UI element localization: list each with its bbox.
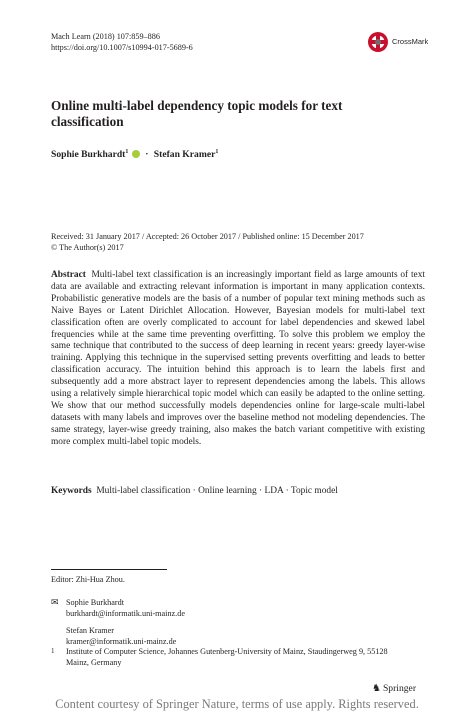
journal-header (51, 31, 193, 53)
editor-note: Editor: Zhi-Hua Zhou. (51, 575, 125, 584)
affiliation-marker: 1 (215, 149, 219, 155)
author-list (51, 149, 218, 160)
keywords (51, 486, 338, 496)
affiliation-line: Mainz, Germany (66, 658, 122, 667)
abstract (51, 270, 425, 449)
keywords-label: Keywords (51, 486, 92, 496)
contact-email[interactable]: kramer@informatik.uni-mainz.de (66, 637, 177, 646)
dates-line: Received: 31 January 2017 / Accepted: 26 October 2017 / Published online: 15 December 2017 (51, 232, 364, 241)
affiliation-number: 1 (51, 647, 55, 655)
springer-horse-icon: ♞ (372, 683, 381, 694)
crossmark-badge[interactable] (367, 31, 429, 53)
envelope-icon: ✉ (51, 597, 59, 607)
footnote-divider (51, 569, 167, 570)
publisher-name: Springer (382, 683, 417, 694)
abstract-label: Abstract (51, 270, 86, 280)
springer-logo (372, 683, 416, 694)
journal-citation: Mach Learn (2018) 107:859–886 (51, 32, 160, 41)
publication-dates (51, 231, 364, 253)
author-separator: · (145, 149, 149, 161)
author-name[interactable]: Sophie Burkhardt (51, 149, 126, 161)
author-name[interactable]: Stefan Kramer (153, 149, 216, 161)
doi-link[interactable]: https://doi.org/10.1007/s10994-017-5689-6 (51, 43, 193, 52)
crossmark-icon (367, 31, 389, 53)
crossmark-label: CrossMark (392, 37, 429, 46)
contact-name: Stefan Kramer (66, 626, 114, 635)
contact-name: Sophie Burkhardt (66, 598, 124, 607)
contact-email[interactable]: burkhardt@informatik.uni-mainz.de (66, 609, 185, 618)
courtesy-notice: Content courtesy of Springer Nature, terms of use apply. Rights reserved. (55, 697, 419, 711)
keywords-text: Multi-label classification · Online learning · LDA · Topic model (96, 486, 338, 496)
paper-title: Online multi-label dependency topic models for text classification (51, 98, 343, 129)
abstract-text: Multi-label text classification is an increasingly important field as large amounts of text data are available and extracting relevant information is important in many application contexts. Probabilistic generative models are the basis of a number of popular text mining methods such as Naive Bayes or Latent Dirichlet Allocation. However, Bayesian models for multi-label text classification often are overly complicated to account for label dependencies and skewed label frequencies while at the same time preventing overfitting. To solve this problem we employ the same technique that contributed to the success of deep learning in recent years: greedy layer-wise training. Applying this technique in the supervised setting prevents overfitting and leads to better classification accuracy. The intuition behind this approach is to learn the labels first and subsequently add a more abstract layer to represent dependencies among the labels. This allows using a relatively simple hierarchical topic model which can easily be adapted to the online setting. We show that our method successfully models dependencies online for large-scale multi-label datasets with many labels and improves over the baseline method not modeling dependencies. The same strategy, layer-wise greedy training, also makes the batch variant competitive with existing more complex multi-label topic models. (51, 270, 426, 447)
copyright-line: © The Author(s) 2017 (51, 243, 124, 252)
affiliation-marker: 1 (125, 149, 129, 155)
orcid-icon[interactable] (132, 150, 140, 158)
affiliation-line: Institute of Computer Science, Johannes Gutenberg-University of Mainz, Staudingerweg 9, 55128 (66, 647, 388, 656)
